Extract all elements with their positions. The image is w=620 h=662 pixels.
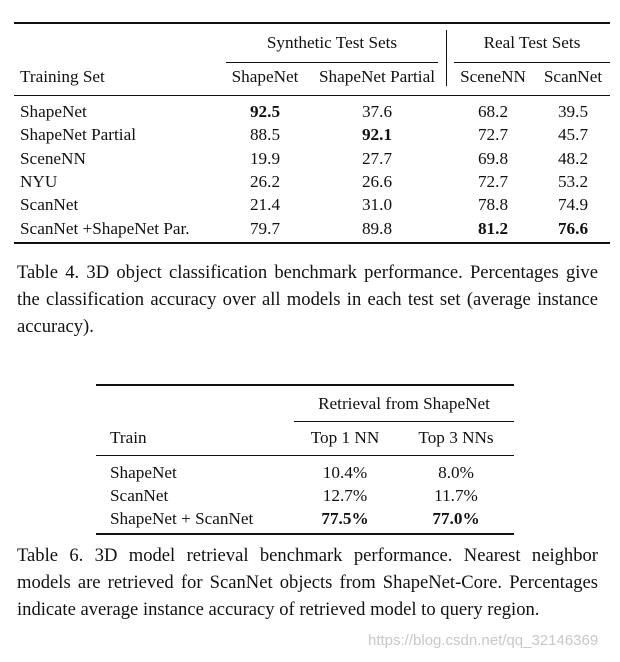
table-4-column-header-training-set: Training Set <box>20 67 105 86</box>
table-4-group-header-synthetic: Synthetic Test Sets <box>266 33 398 52</box>
table-4-top-rule <box>14 22 610 24</box>
table-4-group-separator <box>446 30 447 86</box>
table-6-header-rule <box>96 455 514 456</box>
table-4-cell: 26.6 <box>361 171 393 191</box>
table-4-cell: 76.6 <box>557 218 589 238</box>
table-6-cell: 12.7% <box>322 486 368 505</box>
table-4-cell: 26.2 <box>249 171 281 191</box>
table-4-cell: 37.6 <box>361 102 393 121</box>
table-6-cell: 77.5% <box>321 509 369 528</box>
table-4-cell: 48.2 <box>557 148 589 168</box>
table-6-group-underline <box>294 421 514 422</box>
table-4-header-rule <box>14 95 610 96</box>
table-4-cell: 92.1 <box>361 125 393 145</box>
table-4-column-header-scenenn: SceneNN <box>460 67 526 86</box>
table-4-synthetic-underline <box>226 62 438 63</box>
table-4-cell: 88.5 <box>249 125 281 145</box>
table-4-real-underline <box>454 62 610 63</box>
table-4-row-label: SceneNN <box>20 148 86 168</box>
table-6-group-header: Retrieval from ShapeNet <box>318 394 490 413</box>
table-4-row-label: ScanNet +ShapeNet Par. <box>20 218 190 238</box>
table-4-cell: 39.5 <box>557 102 589 121</box>
table-4-row-label: NYU <box>20 171 58 191</box>
table-6-cell: 8.0% <box>438 463 474 482</box>
table-6-row-label: ScanNet <box>110 486 169 505</box>
table-4-cell: 81.2 <box>477 218 509 238</box>
table-4-cell: 74.9 <box>557 195 589 215</box>
table-4-bottom-rule <box>14 242 610 244</box>
table-4-cell: 68.2 <box>477 102 509 121</box>
table-4-cell: 78.8 <box>477 195 509 215</box>
table-6-column-header-top1: Top 1 NN <box>310 428 380 447</box>
table-6-row-label: ShapeNet + ScanNet <box>110 509 254 528</box>
table-4-cell: 45.7 <box>557 125 589 145</box>
watermark: https://blog.csdn.net/qq_32146369 <box>368 632 599 649</box>
table-4-column-header-shapenet-partial: ShapeNet Partial <box>319 67 435 86</box>
table-4-column-header-scannet: ScanNet <box>543 67 603 86</box>
table-6-caption: Table 6. 3D model retrieval benchmark performance. Nearest neighbor models are retrieved for ScanNet objects from ShapeNet-Core. Percentages indicate average instance accuracy of retrieved model to query region. <box>17 545 598 620</box>
table-6-row-label: ShapeNet <box>110 463 177 482</box>
table-6-cell: 10.4% <box>322 463 368 482</box>
table-4-cell: 92.5 <box>249 102 281 121</box>
table-4-cell: 27.7 <box>361 148 393 168</box>
table-4-caption: Table 4. 3D object classification benchmark performance. Percentages give the classification accuracy over all models in each test set (average instance accuracy). <box>17 262 598 337</box>
table-6-top-rule <box>96 384 514 386</box>
table-4-cell: 53.2 <box>557 171 589 191</box>
table-6-column-header-train: Train <box>110 428 147 447</box>
table-4-row-label: ShapeNet <box>20 102 87 121</box>
table-6-cell: 11.7% <box>434 486 478 505</box>
table-4-group-header-real: Real Test Sets <box>483 33 581 52</box>
table-4-column-header-shapenet: ShapeNet <box>231 67 299 86</box>
table-4-cell: 21.4 <box>249 195 281 215</box>
table-6-bottom-rule <box>96 533 514 535</box>
table-4-row-label: ShapeNet Partial <box>20 125 136 145</box>
table-6-column-header-top3: Top 3 NNs <box>418 428 494 447</box>
table-4-cell: 19.9 <box>249 148 281 168</box>
table-4-cell: 31.0 <box>361 195 393 215</box>
table-4-cell: 89.8 <box>361 218 393 238</box>
table-6-cell: 77.0% <box>432 509 480 528</box>
table-4-cell: 69.8 <box>477 148 509 168</box>
table-4-cell: 79.7 <box>249 218 281 238</box>
table-4-row-label: ScanNet <box>20 195 79 215</box>
table-4-cell: 72.7 <box>477 125 509 145</box>
table-4-cell: 72.7 <box>477 171 509 191</box>
